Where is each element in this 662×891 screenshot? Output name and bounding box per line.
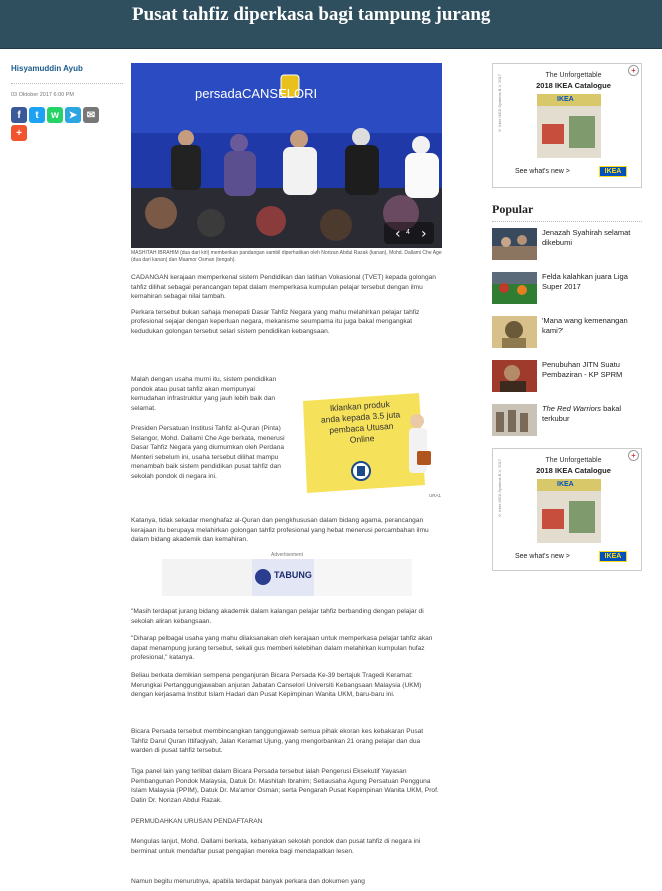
ikea-cta[interactable]: See what's new >: [515, 168, 570, 175]
inline-ad-text: Iklankan produk anda kepada 3.5 juta pembaca Utusan Online: [320, 398, 401, 445]
photo-prev-button[interactable]: [384, 222, 406, 244]
popular-item-title[interactable]: 'Mana wang kemenangan kami?': [542, 316, 628, 335]
tabung-logo-icon: [255, 569, 271, 585]
paragraph: Tiga panel lain yang terlibat dalam Bicara Persada tersebut ialah Pengerusi Eksekutif Yayasan Pembangunan Pondok Malaysia, Datuk Dr. Mashitah Ibrahim; Setiausaha Agung Persatuan Pengguna Islam Malaysia (PPIM), Datuk Dr. Ma'amor Osman; serta Pengarah Pusat Kepimpinan Wanita UKM, Prof. Datin Dr. Norizan Abdul Razak.: [131, 768, 439, 804]
sidebar: [492, 63, 642, 571]
page-header: [0, 0, 662, 49]
popular-heading: Popular: [492, 202, 534, 216]
paragraph: Perkara tersebut bukan sahaja menepati Dasar Tahfiz Negara yang mahu melahirkan pelajar tahfiz profesional sejajar dengan keperluan negara, mekanisme seumpama itu juga bakal mengangkat kedudukan golongan tersebut selari sistem pendidikan kebangsaan.: [131, 308, 420, 335]
ikea-copyright: © Inter IKEA Systems B.V. 2017: [497, 74, 502, 133]
article-photo: [131, 63, 442, 248]
photo-counter: 4: [406, 229, 410, 236]
paragraph: Mengulas lanjut, Mohd. Dallami berkata, kebanyakan sekolah pondok dan pusat tahfiz di negara ini berminat untuk mendaftar pusat pengajian mereka bagi mendapatkan lesen.: [131, 838, 421, 855]
twitter-icon: t: [35, 109, 39, 121]
paragraph: "Masih terdapat jurang bidang akademik dalam kalangan pelajar tahfiz berbanding dengan pelajar di sekolah aliran kebangsaan.: [131, 608, 424, 625]
whatsapp-share-button[interactable]: [47, 107, 63, 123]
facebook-share-button[interactable]: [11, 107, 27, 123]
ikea-headline: The Unforgettable: [545, 72, 602, 79]
ikea-logo: IKEA: [599, 166, 627, 177]
popular-item[interactable]: [492, 228, 642, 266]
ikea-catalogue-image: IKEA: [537, 94, 601, 158]
paragraph: Bicara Persada tersebut membincangkan tanggungjawab semua pihak ekoran kes kebakaran Pusat Tahfiz Darul Quran Ittifaqiyah, Jalan Keramat Ujung, yang mengorbankan 21 orang pelajar dan dua warden di pusat tahfiz tersebut.: [131, 728, 424, 754]
popular-item-title[interactable]: Penubuhan JITN Suatu Pembaziran - KP SPRM: [542, 360, 623, 379]
article-meta: [11, 64, 123, 141]
photo-next-button[interactable]: [412, 222, 434, 244]
paragraph: Presiden Persatuan Institusi Tahfiz al-Quran (Pinta) Selangor, Mohd. Dallami Che Age berkata, menerusi Dasar Tahfiz Negara yang diumumkan oleh Perdana Menteri sebelum ini, usaha tersebut dilihat mampu menambah baik sistem pendidikan pusat tahfiz dan sekolah pondok di negara ini.: [131, 425, 285, 480]
ikea-ad[interactable]: [492, 63, 642, 188]
facebook-icon: f: [17, 109, 21, 121]
paragraph: Malah dengan usaha murni itu, sistem pendidikan pondok atau pusat tahfiz akan mempunyai kemudahan infrastruktur yang jauh lebih baik dan selamat.: [131, 376, 277, 412]
paragraph: CADANGAN kerajaan memperkenal sistem Pendidikan dan latihan Vokasional (TVET) kepada golongan tahfiz dilihat sebagai perancangan tepat dalam memperkasa kumpulan pelajar tersebut dengan ilmu kemahiran sebagai nilai tambah.: [131, 274, 436, 300]
paragraph: Katanya, tidak sekadar menghafaz al-Quran dan pengkhususan dalam bidang agama, perancangan kerajaan itu berupaya melahirkan golongan tahfiz profesional yang hebat menerusi percambahan ilmu dalam bidang akademik dan kemahiran.: [131, 517, 429, 543]
ikea-title: 2018 IKEA Catalogue: [536, 466, 611, 475]
section-subheading: PERMUDAHKAN URUSAN PENDAFTARAN: [131, 818, 263, 825]
popular-thumbnail: [492, 404, 537, 436]
divider: [11, 83, 123, 84]
email-share-button[interactable]: [83, 107, 99, 123]
inline-ad-tag: URA1: [429, 493, 442, 498]
ad-choices-icon[interactable]: +: [628, 65, 639, 76]
share-bar: [11, 107, 106, 141]
telegram-share-button[interactable]: [65, 107, 81, 123]
telegram-icon: ➤: [68, 109, 78, 121]
photo-backdrop-text: persadaCANSELORI: [195, 86, 318, 101]
ikea-catalogue-image: IKEA: [537, 479, 601, 543]
paragraph: Namun begitu menurutnya, apabila terdapat banyak perkara dan dokumen yang: [131, 878, 365, 885]
article-body: [131, 63, 442, 336]
ikea-headline: The Unforgettable: [545, 457, 602, 464]
popular-item[interactable]: [492, 360, 642, 398]
banner-ad[interactable]: [162, 559, 412, 596]
more-share-button[interactable]: [11, 125, 27, 141]
popular-thumbnail: [492, 272, 537, 304]
banner-ad-text: TABUNG: [274, 570, 312, 580]
ikea-logo: IKEA: [599, 551, 627, 562]
ad-choices-icon[interactable]: +: [628, 450, 639, 461]
whatsapp-icon: w: [51, 109, 59, 121]
paragraph: "Diharap pelbagai usaha yang mahu dilaksanakan oleh kerajaan untuk memperkasa pelajar tahfiz akan dapat menampung jurang tersebut, sekali gus memberi kelebihan dalam melahirkan kumpulan hufaz profesional," katanya.: [131, 635, 433, 661]
popular-item-title[interactable]: Jenazah Syahirah selamat dikebumi: [542, 228, 631, 247]
paragraph: Beliau berkata demikian sempena penganjuran Bicara Persada Ke-39 bertajuk Tragedi Keramat: Merungkai Pertanggungjawaban anjuran Jabatan Canselori Universiti Kebangsaan Malaysia (UKM) dengan kerjasama Institut Islam Hadari dan Pusat Kepimpinan Wanita UKM, baru-baru ini.: [131, 672, 422, 698]
ikea-ad[interactable]: [492, 448, 642, 571]
ikea-copyright: © Inter IKEA Systems B.V. 2017: [497, 459, 502, 518]
publish-date: 03 Oktober 2017 6:00 PM: [11, 92, 74, 98]
popular-thumbnail: [492, 316, 537, 348]
popular-thumbnail: [492, 228, 537, 260]
divider: [492, 221, 642, 222]
ikea-cta[interactable]: See what's new >: [515, 553, 570, 560]
author-link[interactable]: Hisyamuddin Ayub: [11, 64, 83, 73]
ad-label: Advertisement: [271, 552, 303, 558]
svg-text:›: ›: [421, 226, 427, 242]
email-icon: ✉: [86, 109, 96, 121]
twitter-share-button[interactable]: [29, 107, 45, 123]
popular-item-title[interactable]: Felda kalahkan juara Liga Super 2017: [542, 272, 628, 291]
popular-item[interactable]: [492, 272, 642, 310]
plus-icon: +: [16, 127, 22, 139]
popular-thumbnail: [492, 360, 537, 392]
ikea-title: 2018 IKEA Catalogue: [536, 81, 611, 90]
popular-item[interactable]: [492, 404, 642, 442]
inline-ad[interactable]: [299, 393, 442, 498]
svg-text:‹: ‹: [395, 226, 401, 242]
popular-item[interactable]: [492, 316, 642, 354]
photo-caption: MASHITAH IBRAHIM (dua dari kiri) memberikan pandangan sambil diperhatikan oleh Norizan Abdul Razak (kanan), Mohd. Dallami Che Age (dua dari kanan) dan Maamor Osman (tengah).: [131, 250, 442, 263]
page-title: Pusat tahfiz diperkasa bagi tampung jurang: [132, 4, 491, 25]
popular-item-title[interactable]: The Red Warriors bakal terkubur: [542, 404, 622, 423]
